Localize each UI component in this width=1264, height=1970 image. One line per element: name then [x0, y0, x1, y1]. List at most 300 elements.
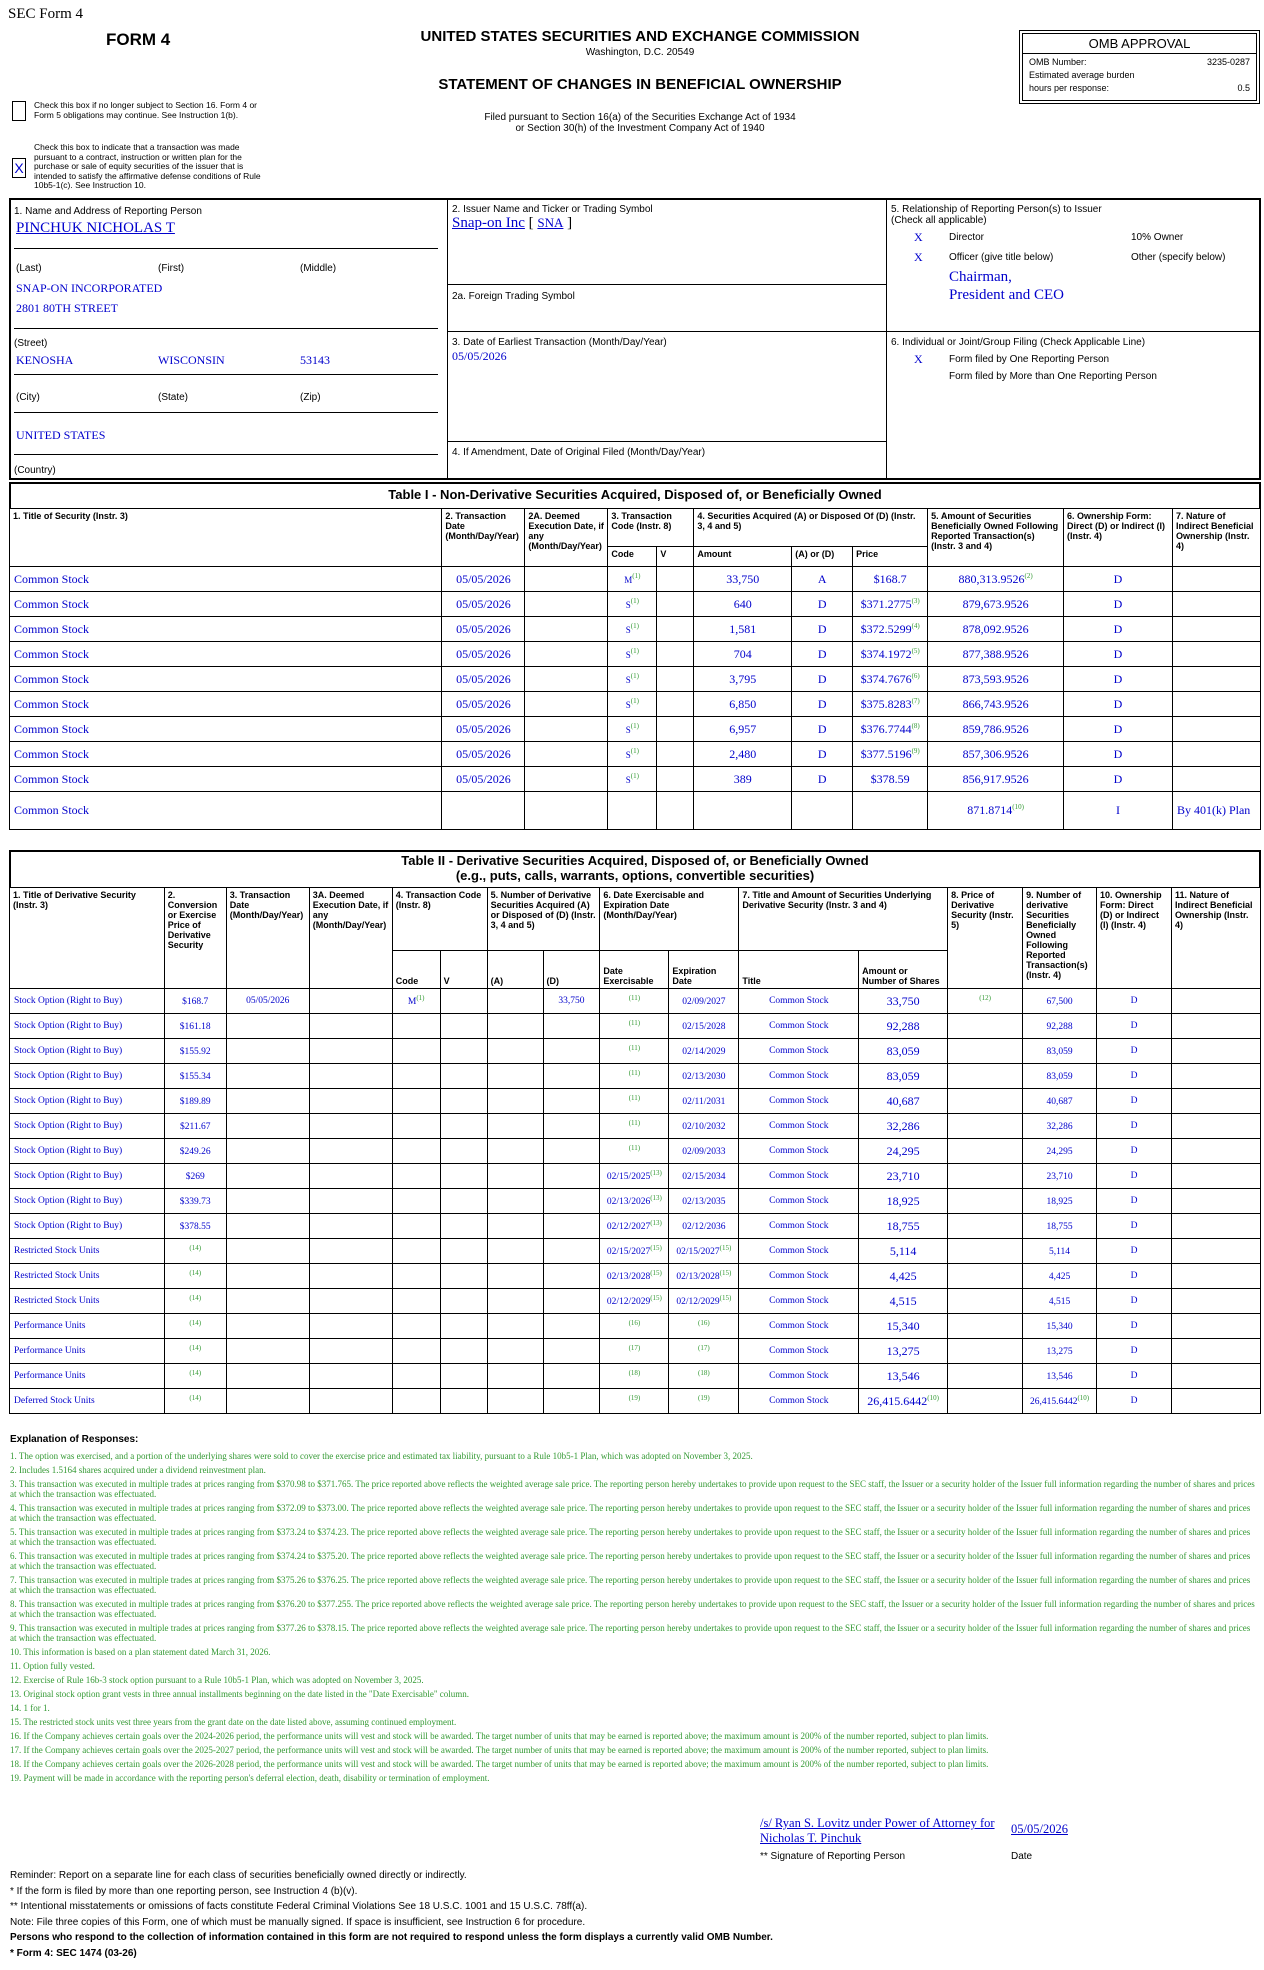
disposed-d	[543, 1189, 600, 1214]
acquired-a	[487, 989, 543, 1014]
price: $375.8283$^{(7)}$	[853, 692, 928, 717]
transaction-code	[392, 1314, 440, 1339]
issuer-ticker-link[interactable]: SNA	[537, 215, 564, 230]
table-row	[10, 1164, 1261, 1189]
transaction-code	[392, 1364, 440, 1389]
acquired-disposed: D	[792, 667, 853, 692]
transaction-date	[226, 1214, 309, 1239]
more-person-label: Form filed by More than One Reporting Person	[949, 371, 1157, 382]
indirect-nature	[1172, 617, 1260, 642]
table-row	[10, 1264, 1261, 1289]
deemed-date	[309, 1089, 392, 1114]
indirect-nature: By 401(k) Plan	[1172, 792, 1260, 830]
owned-following: 92,288	[1023, 1014, 1097, 1039]
v-cell	[440, 1064, 487, 1089]
indirect-nature	[1171, 1289, 1260, 1314]
t2-header-title: 1. Title of Derivative Security (Instr. 3)	[10, 888, 165, 989]
derivative-price	[948, 1364, 1023, 1389]
director-mark[interactable]: X	[914, 230, 923, 244]
underlying-amount: 15,340	[859, 1314, 948, 1339]
deemed-date	[309, 1189, 392, 1214]
deemed-date	[309, 1214, 392, 1239]
v-cell	[440, 1314, 487, 1339]
date-exercisable: 02/12/2027$^{(13)}$	[600, 1214, 669, 1239]
expiration-date: 02/11/2031	[669, 1089, 739, 1114]
transaction-code	[392, 1064, 440, 1089]
derivative-price	[948, 1039, 1023, 1064]
derivative-title: Stock Option (Right to Buy)	[10, 1214, 165, 1239]
omb-number: 3235-0287	[1206, 57, 1250, 67]
v-cell	[657, 642, 694, 667]
v-cell	[657, 592, 694, 617]
indirect-nature	[1171, 1239, 1260, 1264]
reminder-line: ** Intentional misstatements or omissions of facts constitute Federal Criminal Violations See 18 U.S.C. 1001 and 15 U.S.C. 78ff(a).	[10, 1901, 588, 1912]
v-cell	[657, 692, 694, 717]
underlying-amount: 40,687	[859, 1089, 948, 1114]
omb-hours: 0.5	[1237, 83, 1250, 93]
underlying-title: Common Stock	[739, 989, 859, 1014]
indirect-nature	[1171, 1389, 1260, 1414]
deemed-date	[525, 792, 608, 830]
v-cell	[440, 1114, 487, 1139]
t1-sub-v: V	[657, 547, 694, 567]
derivative-title: Restricted Stock Units	[10, 1239, 165, 1264]
date-exercisable: (19)	[600, 1389, 669, 1414]
footnote: 14. 1 for 1.	[10, 1703, 50, 1713]
indirect-nature	[1172, 742, 1260, 767]
derivative-price	[948, 1089, 1023, 1114]
one-person-mark[interactable]: X	[914, 352, 923, 366]
table-row	[10, 1389, 1261, 1414]
underlying-title: Common Stock	[739, 1339, 859, 1364]
v-cell	[440, 1189, 487, 1214]
amount	[694, 792, 792, 830]
transaction-date	[226, 1289, 309, 1314]
amount: 389	[694, 767, 792, 792]
rule10b5-1-checkbox-text: Check this box to indicate that a transaction was made pursuant to a contract, instruction or written plan for the purchase or sale of equity securities of the issuer that is intended to satisfy the affirmative defense conditions of Rule 10b5-1(c). See Instruction 10.	[34, 142, 261, 190]
transaction-date: 05/05/2026	[442, 667, 525, 692]
underlying-amount: 18,925	[859, 1189, 948, 1214]
transaction-date	[226, 1089, 309, 1114]
expiration-date: (16)	[669, 1314, 739, 1339]
underlying-amount: 5,114	[859, 1239, 948, 1264]
owned-following: 40,687	[1023, 1089, 1097, 1114]
transaction-date	[226, 1114, 309, 1139]
transaction-code	[392, 1239, 440, 1264]
owned-following: 83,059	[1023, 1039, 1097, 1064]
sec-form-label: SEC Form 4	[8, 6, 84, 22]
disposed-d	[543, 1089, 600, 1114]
deemed-date	[309, 1064, 392, 1089]
underlying-amount: 4,425	[859, 1264, 948, 1289]
omb-number-label: OMB Number:	[1029, 57, 1087, 67]
relationship-sublabel: (Check all applicable)	[891, 215, 987, 226]
v-cell	[440, 1139, 487, 1164]
director-label: Director	[949, 232, 985, 243]
security-title: Common Stock	[10, 642, 442, 667]
owned-following: 877,388.9526	[928, 642, 1064, 667]
deemed-date	[309, 1164, 392, 1189]
acquired-disposed	[792, 792, 853, 830]
derivative-price	[948, 1239, 1023, 1264]
price: $374.7676$^{(6)}$	[853, 667, 928, 692]
acquired-a	[487, 1364, 543, 1389]
reminder-line: Note: File three copies of this Form, one of which must be manually signed. If space is insufficient, see Instruction 6 for procedure.	[10, 1916, 586, 1928]
indirect-nature	[1171, 1164, 1260, 1189]
v-cell	[657, 792, 694, 830]
deemed-date	[309, 1014, 392, 1039]
price: $372.5299$^{(4)}$	[853, 617, 928, 642]
country-value: UNITED STATES	[16, 428, 106, 442]
indirect-nature	[1172, 717, 1260, 742]
reporting-person-name-link[interactable]: PINCHUK NICHOLAS T	[16, 220, 175, 236]
indirect-nature	[1171, 1189, 1260, 1214]
transaction-date	[442, 792, 525, 830]
price: $378.59	[853, 767, 928, 792]
acquired-a	[487, 1039, 543, 1064]
date-exercisable: (17)	[600, 1339, 669, 1364]
deemed-date	[525, 617, 608, 642]
disposed-d	[543, 1014, 600, 1039]
reminder-line: * Form 4: SEC 1474 (03-26)	[10, 1947, 137, 1959]
transaction-code: $S^{(1)}$	[608, 742, 657, 767]
middle-label: (Middle)	[300, 263, 337, 274]
owned-following: 880,313.9526$^{(2)}$	[928, 567, 1064, 592]
table-row	[10, 1064, 1261, 1089]
acquired-a	[487, 1289, 543, 1314]
section16-checkbox[interactable]	[12, 101, 26, 121]
date-exercisable: (18)	[600, 1364, 669, 1389]
expiration-date: 02/09/2027	[669, 989, 739, 1014]
acquired-a	[487, 1164, 543, 1189]
deemed-date	[525, 567, 608, 592]
disposed-d	[543, 1264, 600, 1289]
indirect-nature	[1171, 989, 1260, 1014]
t2-header-code: 4. Transaction Code (Instr. 8)	[392, 888, 487, 951]
signature-label: ** Signature of Reporting Person	[760, 1851, 906, 1862]
owned-following: 23,710	[1023, 1164, 1097, 1189]
conversion-price: (14)	[164, 1314, 226, 1339]
underlying-title: Common Stock	[739, 1164, 859, 1189]
state-label: (State)	[158, 392, 189, 403]
ownership-form: D	[1064, 642, 1173, 667]
table1-title: Table I - Non-Derivative Securities Acquired, Disposed of, or Beneficially Owned	[388, 487, 882, 502]
ownership-form: D	[1097, 1264, 1172, 1289]
reminder-line: * If the form is filed by more than one reporting person, see Instruction 4 (b)(v).	[10, 1885, 358, 1897]
commission-location: Washington, D.C. 20549	[585, 47, 695, 58]
transaction-code	[392, 1189, 440, 1214]
acquired-a	[487, 1139, 543, 1164]
derivative-price	[948, 1264, 1023, 1289]
conversion-price: (14)	[164, 1364, 226, 1389]
ownership-form: D	[1097, 1339, 1172, 1364]
underlying-amount: 83,059	[859, 1064, 948, 1089]
amount: 704	[694, 642, 792, 667]
transaction-code	[392, 1039, 440, 1064]
v-cell	[440, 1239, 487, 1264]
v-cell	[657, 767, 694, 792]
v-cell	[657, 567, 694, 592]
indirect-nature	[1172, 767, 1260, 792]
transaction-code	[392, 1089, 440, 1114]
transaction-code	[392, 1214, 440, 1239]
table-row	[10, 1314, 1261, 1339]
acquired-disposed: D	[792, 692, 853, 717]
t2-sub-expiration: Expiration Date	[669, 951, 739, 989]
ownership-form: D	[1064, 742, 1173, 767]
ownership-form: D	[1097, 1214, 1172, 1239]
derivative-title: Stock Option (Right to Buy)	[10, 1039, 165, 1064]
footnote: 18. If the Company achieves certain goals over the 2026-2028 period, the performance units will vest and stock will be awarded. The target number of units that may be earned is reported above; the maximum amount is 200% of the number reported, subject to plan limits.	[10, 1759, 989, 1769]
indirect-nature	[1171, 1039, 1260, 1064]
price: $376.7744$^{(8)}$	[853, 717, 928, 742]
footnote: 11. Option fully vested.	[10, 1661, 95, 1671]
deemed-date	[309, 1314, 392, 1339]
indirect-nature	[1171, 1139, 1260, 1164]
earliest-date-label: 3. Date of Earliest Transaction (Month/Day/Year)	[452, 337, 667, 348]
country-label: (Country)	[14, 465, 56, 476]
ownership-form: D	[1064, 767, 1173, 792]
t2-header-number: 5. Number of Derivative Securities Acquired (A) or Disposed of (D) (Instr. 3, 4 and 5)	[487, 888, 600, 951]
signature-date-link[interactable]: 05/05/2026	[1011, 1822, 1068, 1836]
derivative-price	[948, 1189, 1023, 1214]
t2-header-price: 8. Price of Derivative Security (Instr. 5)	[948, 888, 1023, 989]
signature-link[interactable]: /s/ Ryan S. Lovitz under Power of Attorney for Nicholas T. Pinchuk	[760, 1816, 995, 1845]
derivative-table	[9, 887, 1261, 1414]
footnote: 13. Original stock option grant vests in three annual installments beginning on the date listed in the "Date Exercisable" column.	[10, 1689, 469, 1699]
transaction-date	[226, 1189, 309, 1214]
t2-sub-v: V	[440, 951, 487, 989]
table2-subtitle: (e.g., puts, calls, warrants, options, convertible securities)	[455, 868, 815, 883]
expiration-date: (18)	[669, 1364, 739, 1389]
date-exercisable: 02/13/2028$^{(15)}$	[600, 1264, 669, 1289]
derivative-price	[948, 1114, 1023, 1139]
t1-header-nature: 7. Nature of Indirect Beneficial Ownership (Instr. 4)	[1172, 509, 1260, 567]
date-exercisable: (11)	[600, 1139, 669, 1164]
owned-following: 83,059	[1023, 1064, 1097, 1089]
conversion-price: $155.92	[164, 1039, 226, 1064]
footnote: 10. This information is based on a plan statement dated March 31, 2026.	[10, 1647, 271, 1657]
t1-header-deemed: 2A. Deemed Execution Date, if any (Month/Day/Year)	[525, 509, 608, 567]
indirect-nature	[1171, 1089, 1260, 1114]
footnote: 7. This transaction was executed in multiple trades at prices ranging from $375.26 to $376.25. The price reported above reflects the weighted average sale price. The reporting person hereby undertakes to provide upon request to the SEC staff, the Issuer or a security holder of the Issuer full information regarding the number of shares and prices at which the transaction was effectuated.	[10, 1575, 1251, 1595]
acquired-disposed: D	[792, 617, 853, 642]
table-row	[10, 767, 1261, 792]
date-exercisable: 02/13/2026$^{(13)}$	[600, 1189, 669, 1214]
city-label: (City)	[16, 392, 40, 403]
transaction-code: $S^{(1)}$	[608, 692, 657, 717]
indirect-nature	[1171, 1339, 1260, 1364]
price	[853, 792, 928, 830]
transaction-date	[226, 1314, 309, 1339]
address-line-2: 2801 80TH STREET	[16, 301, 118, 315]
derivative-price	[948, 1014, 1023, 1039]
v-cell	[440, 1364, 487, 1389]
first-label: (First)	[158, 263, 185, 274]
underlying-title: Common Stock	[739, 1064, 859, 1089]
issuer-name-link[interactable]: Snap-on Inc	[452, 215, 525, 231]
officer-mark[interactable]: X	[914, 250, 923, 264]
indirect-nature	[1171, 1364, 1260, 1389]
rule10b5-1-checkbox[interactable]: X	[12, 158, 26, 178]
owned-following: 857,306.9526	[928, 742, 1064, 767]
footnote: 4. This transaction was executed in multiple trades at prices ranging from $372.09 to $373.00. The price reported above reflects the weighted average sale price. The reporting person hereby undertakes to provide upon request to the SEC staff, the Issuer or a security holder of the Issuer full information regarding the number of shares and prices at which the transaction was effectuated.	[10, 1503, 1251, 1523]
table-row	[10, 1114, 1261, 1139]
owned-following: 13,275	[1023, 1339, 1097, 1364]
derivative-title: Performance Units	[10, 1314, 165, 1339]
underlying-amount: 26,415.6442$^{(10)}$	[859, 1389, 948, 1414]
conversion-price: (14)	[164, 1339, 226, 1364]
deemed-date	[525, 742, 608, 767]
underlying-amount: 24,295	[859, 1139, 948, 1164]
transaction-date	[226, 1339, 309, 1364]
filed-pursuant-1: Filed pursuant to Section 16(a) of the Securities Exchange Act of 1934	[484, 112, 796, 123]
issuer-label: 2. Issuer Name and Ticker or Trading Symbol	[452, 204, 653, 215]
table-row	[10, 1139, 1261, 1164]
v-cell	[440, 989, 487, 1014]
disposed-d	[543, 1114, 600, 1139]
deemed-date	[309, 989, 392, 1014]
t2-header-underlying: 7. Title and Amount of Securities Underlying Derivative Security (Instr. 3 and 4)	[739, 888, 948, 951]
underlying-title: Common Stock	[739, 1289, 859, 1314]
indirect-nature	[1172, 567, 1260, 592]
reminders-section	[10, 1868, 1255, 1961]
derivative-price	[948, 1214, 1023, 1239]
deemed-date	[309, 1364, 392, 1389]
price: $371.2775$^{(3)}$	[853, 592, 928, 617]
derivative-title: Stock Option (Right to Buy)	[10, 1189, 165, 1214]
indirect-nature	[1171, 1264, 1260, 1289]
ownership-form: D	[1064, 617, 1173, 642]
transaction-code	[392, 1289, 440, 1314]
indirect-nature	[1172, 642, 1260, 667]
footnote: 19. Payment will be made in accordance with the reporting person's deferral election, death, disability or termination of employment.	[10, 1773, 490, 1783]
owned-following: 67,500	[1023, 989, 1097, 1014]
owned-following: 879,673.9526	[928, 592, 1064, 617]
date-exercisable: (11)	[600, 1014, 669, 1039]
table-row	[10, 592, 1261, 617]
derivative-title: Stock Option (Right to Buy)	[10, 1014, 165, 1039]
amount: 6,850	[694, 692, 792, 717]
omb-approval-box	[1019, 30, 1260, 104]
expiration-date: 02/15/2034	[669, 1164, 739, 1189]
amendment-label: 4. If Amendment, Date of Original Filed (Month/Day/Year)	[452, 447, 706, 458]
v-cell	[440, 1164, 487, 1189]
foreign-symbol-label: 2a. Foreign Trading Symbol	[452, 291, 575, 302]
zip-value: 53143	[300, 353, 330, 367]
indirect-nature	[1172, 667, 1260, 692]
table-row	[10, 1039, 1261, 1064]
transaction-date: 05/05/2026	[442, 717, 525, 742]
omb-title: OMB APPROVAL	[1023, 34, 1256, 54]
transaction-date	[226, 1239, 309, 1264]
acquired-a	[487, 1314, 543, 1339]
acquired-a	[487, 1239, 543, 1264]
derivative-title: Performance Units	[10, 1339, 165, 1364]
underlying-title: Common Stock	[739, 1089, 859, 1114]
footnote: 17. If the Company achieves certain goals over the 2025-2027 period, the performance units will vest and stock will be awarded. The target number of units that may be earned is reported above; the maximum amount is 200% of the number reported, subject to plan limits.	[10, 1745, 989, 1755]
underlying-amount: 13,275	[859, 1339, 948, 1364]
footnote: 5. This transaction was executed in multiple trades at prices ranging from $373.24 to $374.23. The price reported above reflects the weighted average sale price. The reporting person hereby undertakes to provide upon request to the SEC staff, the Issuer or a security holder of the Issuer full information regarding the number of shares and prices at which the transaction was effectuated.	[10, 1527, 1251, 1547]
transaction-code: $S^{(1)}$	[608, 617, 657, 642]
price: $377.5196$^{(9)}$	[853, 742, 928, 767]
t2-sub-code: Code	[392, 951, 440, 989]
acquired-a	[487, 1064, 543, 1089]
owned-following: 13,546	[1023, 1364, 1097, 1389]
conversion-price: $211.67	[164, 1114, 226, 1139]
table-row	[10, 989, 1261, 1014]
indirect-nature	[1171, 1314, 1260, 1339]
one-person-label: Form filed by One Reporting Person	[949, 354, 1110, 365]
commission-name: UNITED STATES SECURITIES AND EXCHANGE COMMISSION	[420, 28, 860, 45]
acquired-a	[487, 1264, 543, 1289]
deemed-date	[525, 767, 608, 792]
underlying-title: Common Stock	[739, 1139, 859, 1164]
table-row	[10, 1214, 1261, 1239]
underlying-amount: 23,710	[859, 1164, 948, 1189]
v-cell	[657, 617, 694, 642]
acquired-a	[487, 1089, 543, 1114]
reminder-line: Reminder: Report on a separate line for each class of securities beneficially owned directly or indirectly.	[10, 1870, 467, 1881]
security-title: Common Stock	[10, 692, 442, 717]
ownership-form: D	[1097, 1364, 1172, 1389]
conversion-price: $249.26	[164, 1139, 226, 1164]
acquired-disposed: D	[792, 767, 853, 792]
underlying-title: Common Stock	[739, 1189, 859, 1214]
non-derivative-table	[9, 508, 1261, 830]
deemed-date	[309, 1339, 392, 1364]
acquired-a	[487, 1114, 543, 1139]
footnote: 6. This transaction was executed in multiple trades at prices ranging from $374.24 to $375.20. The price reported above reflects the weighted average sale price. The reporting person hereby undertakes to provide upon request to the SEC staff, the Issuer or a security holder of the Issuer full information regarding the number of shares and prices at which the transaction was effectuated.	[10, 1551, 1251, 1571]
state-value: WISCONSIN	[158, 353, 225, 367]
indirect-nature	[1171, 1114, 1260, 1139]
t2-header-form: 10. Ownership Form: Direct (D) or Indirect (I) (Instr. 4)	[1097, 888, 1172, 989]
ownership-form: D	[1097, 1314, 1172, 1339]
derivative-title: Deferred Stock Units	[10, 1389, 165, 1414]
owned-following: 15,340	[1023, 1314, 1097, 1339]
deemed-date	[309, 1289, 392, 1314]
date-exercisable: (11)	[600, 1089, 669, 1114]
ownership-form: I	[1064, 792, 1173, 830]
date-exercisable: 02/12/2029$^{(15)}$	[600, 1289, 669, 1314]
t1-sub-price: Price	[853, 547, 928, 567]
disposed-d	[543, 1389, 600, 1414]
date-exercisable: 02/15/2027$^{(15)}$	[600, 1239, 669, 1264]
ownership-form: D	[1097, 1389, 1172, 1414]
table-row	[10, 667, 1261, 692]
owned-following: 4,515	[1023, 1289, 1097, 1314]
relationship-label: 5. Relationship of Reporting Person(s) to Issuer	[891, 204, 1102, 215]
underlying-title: Common Stock	[739, 1364, 859, 1389]
expiration-date: 02/12/2036	[669, 1214, 739, 1239]
t1-sub-code: Code	[608, 547, 657, 567]
t2-sub-exercisable: Date Exercisable	[600, 951, 669, 989]
amount: 33,750	[694, 567, 792, 592]
v-cell	[440, 1089, 487, 1114]
derivative-price: (12)	[948, 989, 1023, 1014]
deemed-date	[525, 667, 608, 692]
transaction-code	[392, 1264, 440, 1289]
t1-header-title: 1. Title of Security (Instr. 3)	[10, 509, 442, 567]
underlying-title: Common Stock	[739, 1239, 859, 1264]
v-cell	[657, 667, 694, 692]
table-row	[10, 1239, 1261, 1264]
underlying-title: Common Stock	[739, 1039, 859, 1064]
indirect-nature	[1172, 592, 1260, 617]
transaction-code	[392, 1164, 440, 1189]
derivative-title: Stock Option (Right to Buy)	[10, 1114, 165, 1139]
table-row	[10, 617, 1261, 642]
